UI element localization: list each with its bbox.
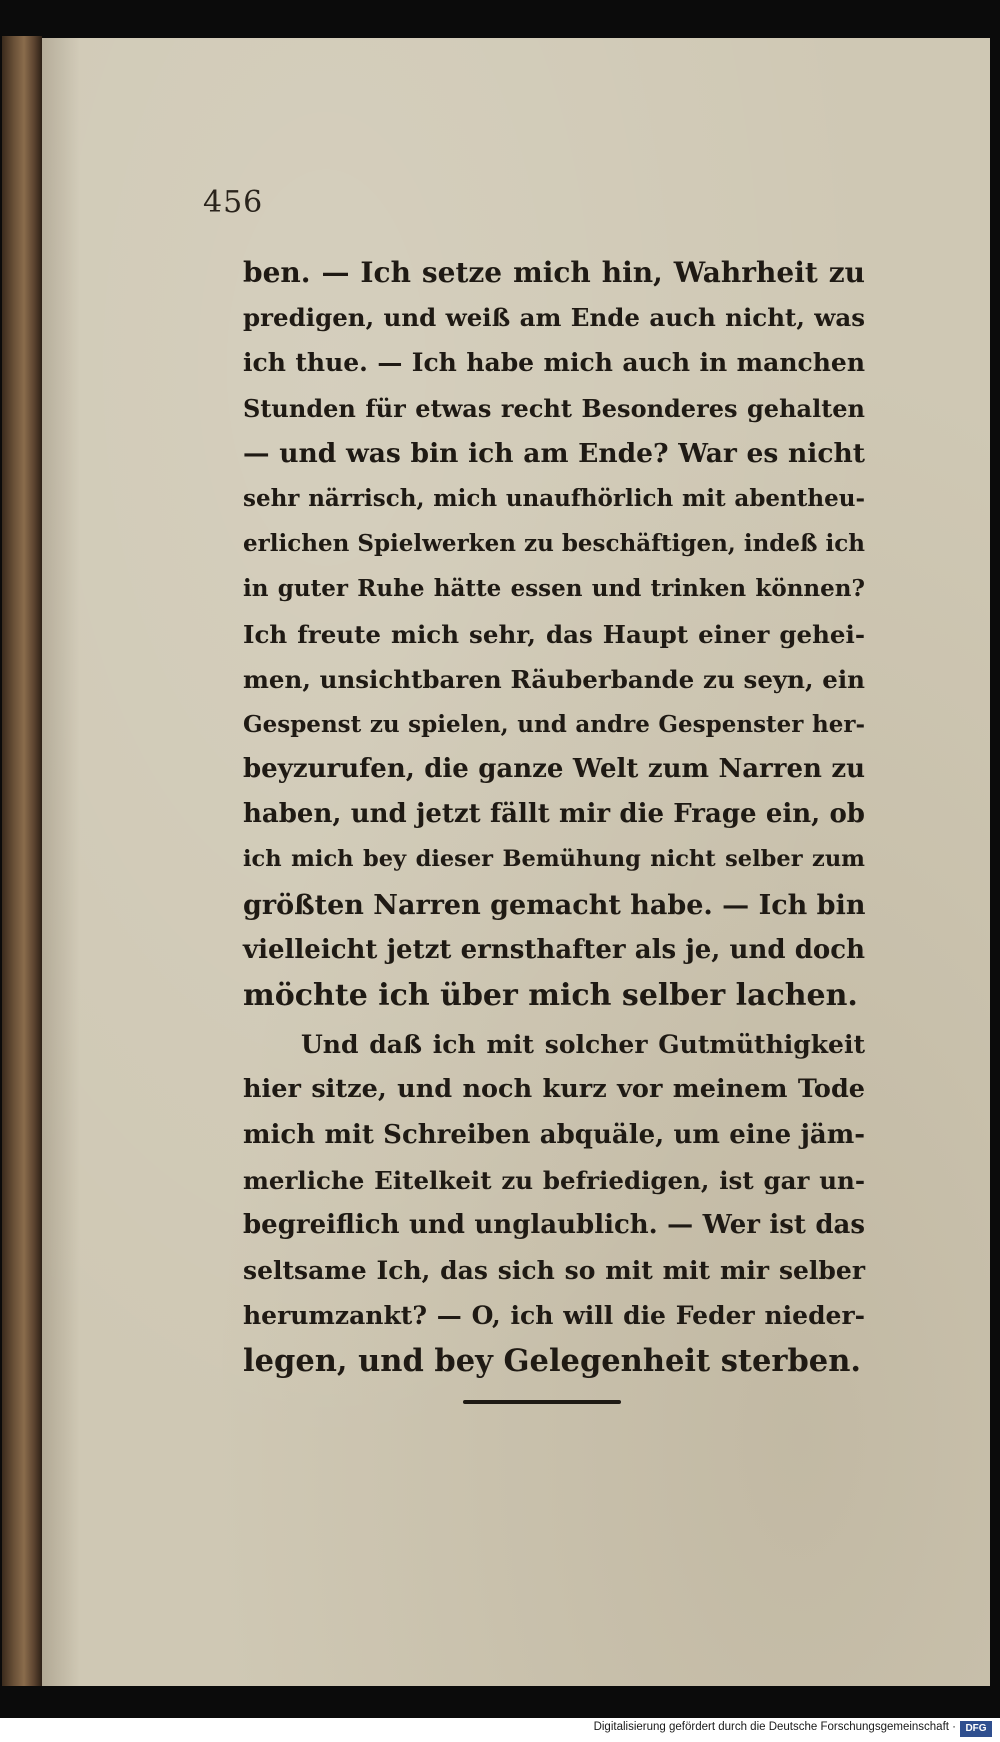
text-line-24: herumzankt? — O, ich will die Feder nieder- bbox=[243, 1301, 865, 1331]
text-line-8: in guter Ruhe hätte essen und trinken können? bbox=[243, 575, 865, 603]
text-line-25: legen, und bey Gelegenheit sterben. bbox=[243, 1342, 861, 1379]
dfg-logo: DFG bbox=[960, 1721, 992, 1737]
text-line-20: mich mit Schreiben abquäle, um eine jäm- bbox=[243, 1119, 865, 1150]
text-line-1: ben. — Ich setze mich hin, Wahrheit zu bbox=[243, 256, 865, 289]
text-line-14: ich mich bey dieser Bemühung nicht selber zum bbox=[243, 846, 865, 873]
text-line-7: erlichen Spielwerken zu beschäftigen, indeß ich bbox=[243, 530, 865, 558]
text-line-10: men, unsichtbaren Räuberbande zu seyn, ein bbox=[243, 664, 865, 694]
text-line-12: beyzurufen, die ganze Welt zum Narren zu bbox=[243, 754, 865, 785]
text-line-3: ich thue. — Ich habe mich auch in manchen bbox=[243, 348, 865, 378]
text-line-18: Und daß ich mit solcher Gutmüthigkeit bbox=[301, 1030, 865, 1060]
funding-credit: Digitalisierung gefördert durch die Deutsche Forschungsgemeinschaft · bbox=[593, 1721, 956, 1733]
book-spine-edge bbox=[2, 36, 42, 1686]
text-line-2: predigen, und weiß am Ende auch nicht, was bbox=[243, 303, 865, 333]
text-line-13: haben, und jetzt fällt mir die Frage ein, ob bbox=[243, 799, 865, 830]
text-line-6: sehr närrisch, mich unaufhörlich mit abentheu- bbox=[243, 484, 865, 512]
text-line-23: seltsame Ich, das sich so mit mit mir selber bbox=[243, 1256, 865, 1286]
end-of-chapter-rule bbox=[463, 1400, 621, 1404]
text-line-16: vielleicht jetzt ernsthafter als je, und doch bbox=[243, 934, 865, 965]
page-number: 456 bbox=[203, 185, 264, 220]
text-line-9: Ich freute mich sehr, das Haupt einer gehei- bbox=[243, 619, 865, 649]
text-line-11: Gespenst zu spielen, und andre Gespenster her- bbox=[243, 710, 865, 738]
page-text bbox=[243, 250, 865, 1384]
text-line-5: — und was bin ich am Ende? War es nicht bbox=[243, 437, 865, 469]
text-line-21: merliche Eitelkeit zu befriedigen, ist gar un- bbox=[243, 1165, 865, 1195]
text-line-22: begreiflich und unglaublich. — Wer ist das bbox=[243, 1209, 865, 1240]
text-line-4: Stunden für etwas recht Besonderes gehalten bbox=[243, 393, 865, 423]
text-line-19: hier sitze, und noch kurz vor meinem Tode bbox=[243, 1074, 865, 1105]
text-line-17: möchte ich über mich selber lachen. bbox=[243, 978, 858, 1013]
text-line-15: größten Narren gemacht habe. — Ich bin bbox=[243, 889, 866, 921]
